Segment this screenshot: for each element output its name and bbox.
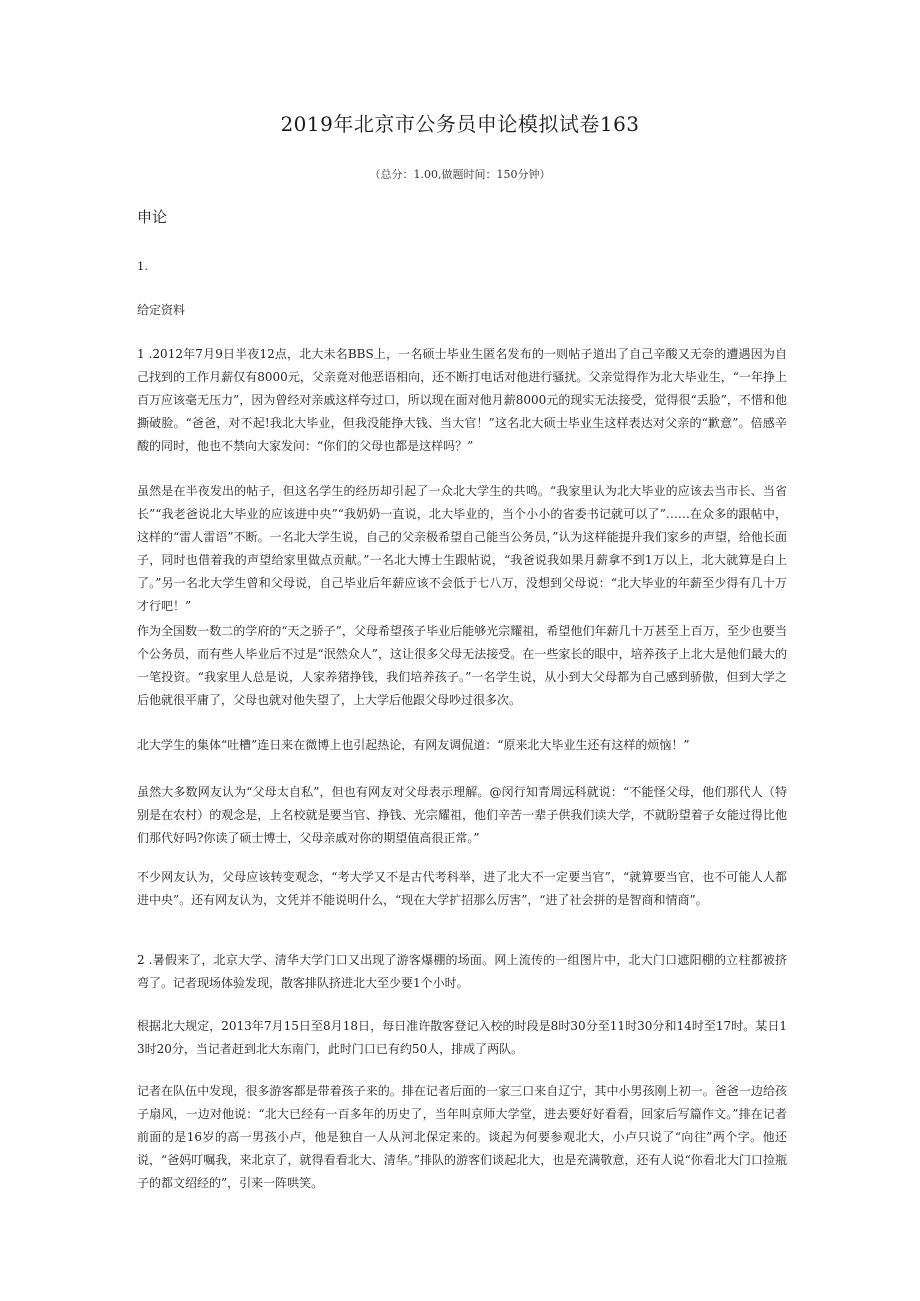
paragraph-2: 虽然是在半夜发出的帖子，但这名学生的经历却引起了一众北大学生的共鸣。“我家里认为北大毕业的应该去当市长、当省长”“我老爸说北大毕业的应该进中央”“我奶奶一直说，北大毕业的，当个小小的省委书记就可以了”……在众多的跟帖中，这样的“雷人雷语”不断。一名北大学生说，自己的父亲极希望自己能当公务员，”认为这样能提升我们家乡的声望，给他长面子，同时也借着我的声望给家里做点贡献。”一名北大博士生跟帖说，“我爸说我如果月薪拿不到1万以上，北大就算是白上了。”另一名北大学生曾和父母说，自己毕业后年薪应该不会低于七八万，没想到父母说：“北大毕业的年薪至少得有几十万才行吧！” <box>137 484 787 613</box>
question-number: 1. <box>137 259 148 273</box>
paragraph-7: 2 .暑假来了，北京大学、清华大学门口又出现了游客爆棚的场面。网上流传的一组图片中，北大门口遮阳棚的立柱都被挤弯了。记者现场体验发现，散客排队挤进北大至少要1个小时。 <box>137 953 787 990</box>
paragraph-5: 虽然大多数网友认为“父母太自私”，但也有网友对父母表示理解。@闵行知青周远科就说：“不能怪父母，他们那代人（特别是在农村）的观念是，上名校就是要当官、挣钱、光宗耀祖，他们辛苦一辈子供我们读大学，不就盼望着子女能过得比他们那代好吗?你读了硕士博士，父母亲戚对你的期望值高很正常。” <box>137 785 787 845</box>
paragraph-1: 1 .2012年7月9日半夜12点，北大未名BBS上，一名硕士毕业生匿名发布的一则帖子道出了自己辛酸又无奈的遭遇因为自己找到的工作月薪仅有8000元，父亲竟对他恶语相向，还不断打电话对他进行骚扰。父亲觉得作为北大毕业生，“一年挣上百万应该毫无压力”，因为曾经对亲戚这样夸过口，所以现在面对他月薪8000元的现实无法接受，觉得很“丢脸”，不惜和他撕破脸。“爸爸，对不起!我北大毕业，但我没能挣大钱、当大官！”这名北大硕士毕业生这样表达对父亲的“歉意”。倍感辛酸的同时，他也不禁向大家发问：“你们的父母也都是这样吗？” <box>137 347 787 453</box>
paragraph-9: 记者在队伍中发现，很多游客都是带着孩子来的。排在记者后面的一家三口来自辽宁，其中小男孩刚上初一。爸爸一边给孩子扇风，一边对他说：“北大已经有一百多年的历史了，当年叫京师大学堂，进去要好好看看，回家后写篇作文。”排在记者前面的是16岁的高一男孩小卢，他是独自一人从河北保定来的。谈起为何要参观北大，小卢只说了“向往”两个字。他还说，“爸妈叮嘱我，来北京了，就得看看北大、清华。”排队的游客们谈起北大，也是充满敬意，还有人说“你看北大门口捡瓶子的都文绍经的”，引来一阵哄笑。 <box>137 1084 787 1190</box>
paragraph-6: 不少网友认为，父母应该转变观念，“考大学又不是古代考科举，进了北大不一定要当官”，“就算要当官，也不可能人人都进中央”。还有网友认为，文凭并不能说明什么，“现在大学扩招那么厉害”，“进了社会拼的是智商和情商”。 <box>137 870 787 907</box>
paragraph-8: 根据北大规定，2013年7月15日至8月18日，每日准许散客登记入校的时段是8时30分至11时30分和14时至17时。某日13时20分，当记者赶到北大东南门，此时门口已有约50人，排成了两队。 <box>137 1019 787 1056</box>
paragraph-3: 作为全国数一数二的学府的“天之骄子”，父母希望孩子毕业后能够光宗耀祖，希望他们年薪几十万甚至上百万，至少也要当个公务员，而有些人毕业后不过是“泯然众人”，这让很多父母无法接受。在一些家长的眼中，培养孩子上北大是他们最大的一笔投资。“我家里人总是说，人家养猪挣钱，我们培养孩子。”一名学生说，从小到大父母都为自己感到骄傲，但到大学之后他就很平庸了，父母也就对他失望了，上大学后他跟父母吵过很多次。 <box>137 624 787 707</box>
material-label: 给定资料 <box>137 303 186 317</box>
document-title: 2019年北京市公务员申论模拟试卷163 <box>280 112 640 136</box>
section-heading: 申论 <box>137 208 168 226</box>
paragraph-4: 北大学生的集体“吐槽”连日来在微博上也引起热论，有网友调侃道：“原来北大毕业生还有这样的烦恼！” <box>137 738 690 752</box>
exam-meta: （总分：1.00,做题时间：150分钟） <box>369 168 551 181</box>
